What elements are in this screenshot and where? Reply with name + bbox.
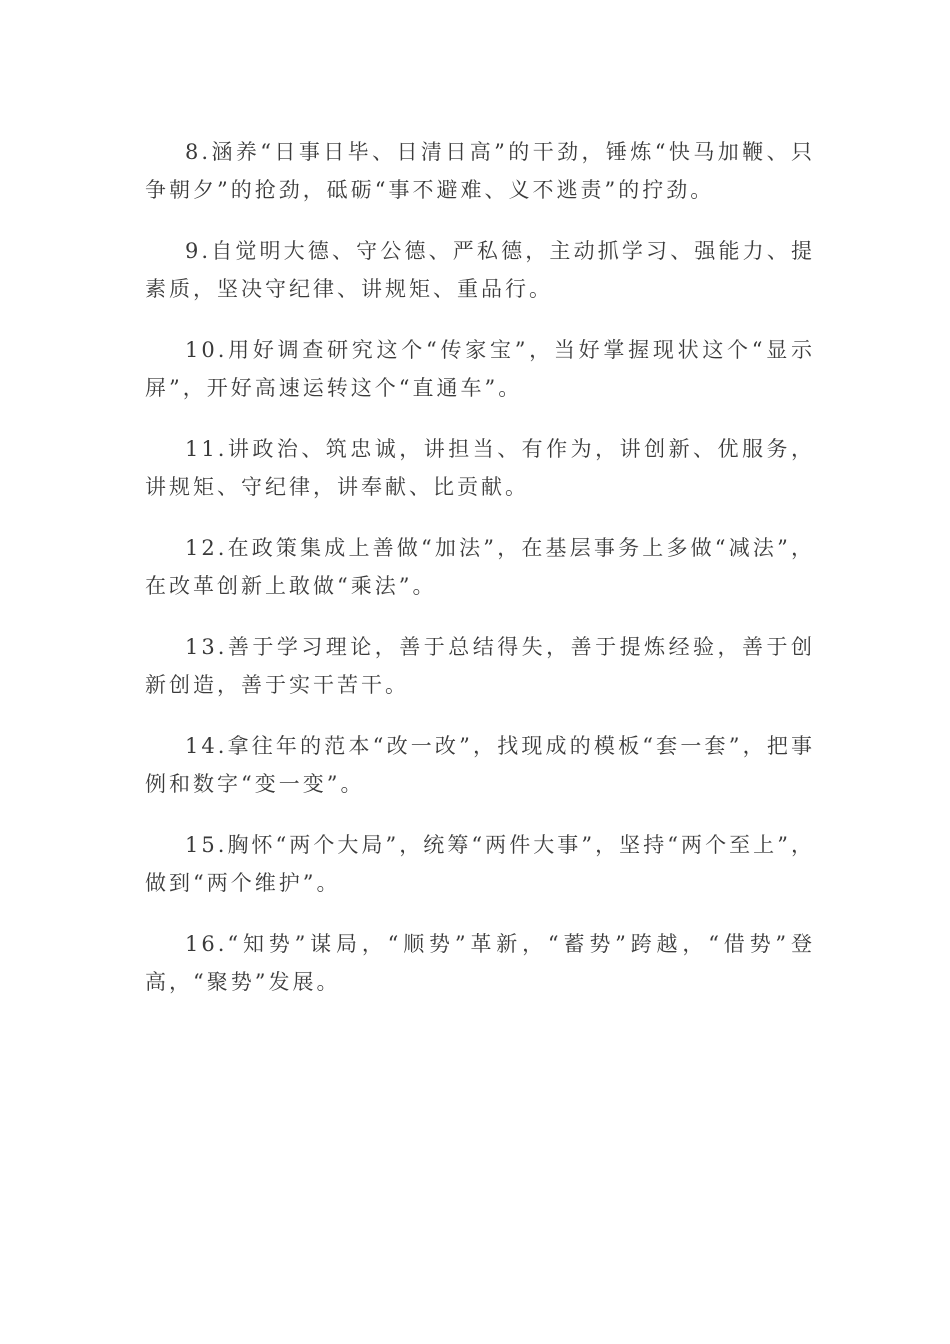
document-body [145, 133, 815, 1024]
paragraph-8: 8.涵养“日事日毕、日清日高”的干劲，锤炼“快马加鞭、只争朝夕”的抢劲，砥砺“事不避难、义不逃责”的拧劲。 [145, 140, 815, 202]
paragraph-16: 16.“知势”谋局，“顺势”革新，“蓄势”跨越，“借势”登高，“聚势”发展。 [145, 932, 815, 994]
paragraph-13: 13.善于学习理论，善于总结得失，善于提炼经验，善于创新创造，善于实干苦干。 [145, 635, 815, 697]
paragraph-10: 10.用好调查研究这个“传家宝”，当好掌握现状这个“显示屏”，开好高速运转这个“直通车”。 [145, 338, 815, 400]
paragraph-15: 15.胸怀“两个大局”，统筹“两件大事”，坚持“两个至上”，做到“两个维护”。 [145, 833, 815, 895]
paragraph-14: 14.拿往年的范本“改一改”，找现成的模板“套一套”，把事例和数字“变一变”。 [145, 734, 815, 796]
paragraph-12: 12.在政策集成上善做“加法”，在基层事务上多做“减法”，在改革创新上敢做“乘法”。 [145, 536, 815, 598]
paragraph-11: 11.讲政治、筑忠诚，讲担当、有作为，讲创新、优服务，讲规矩、守纪律，讲奉献、比贡献。 [145, 437, 815, 499]
paragraph-9: 9.自觉明大德、守公德、严私德，主动抓学习、强能力、提素质，坚决守纪律、讲规矩、重品行。 [145, 239, 815, 301]
